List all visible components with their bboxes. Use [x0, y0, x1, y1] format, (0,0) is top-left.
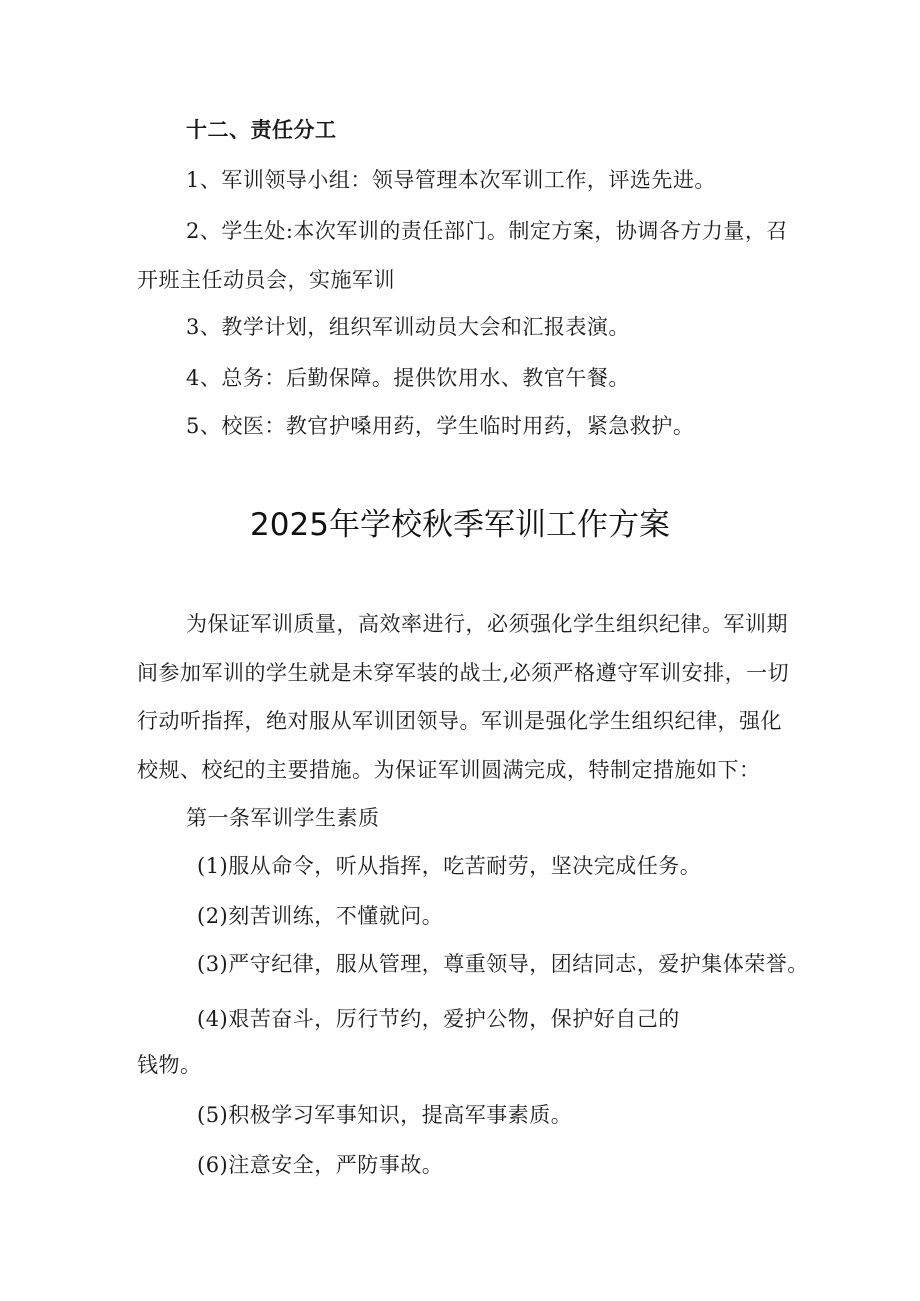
- duty-item-2-line-1: 2、学生处:本次军训的责任部门。制定方案，协调各方力量，召: [186, 219, 788, 243]
- intro-line-4: 校规、校纪的主要措施。为保证军训圆满完成，特制定措施如下：: [137, 758, 761, 782]
- quality-item-2: (2)刻苦训练，不懂就问。: [197, 904, 444, 928]
- quality-item-5: (5)积极学习军事知识，提高军事素质。: [197, 1103, 573, 1127]
- quality-item-6: (6)注意安全，严防事故。: [197, 1153, 444, 1177]
- duty-item-3: 3、教学计划，组织军训动员大会和汇报表演。: [186, 315, 630, 339]
- quality-item-3: (3)严守纪律，服从管理，尊重领导，团结同志，爱护集体荣誉。: [197, 952, 809, 976]
- duty-item-4: 4、总务：后勤保障。提供饮用水、教官午餐。: [186, 366, 630, 390]
- intro-line-1: 为保证军训质量，高效率进行，必须强化学生组织纪律。军训期: [186, 612, 788, 636]
- quality-item-4-line-2: 钱物。: [137, 1053, 202, 1077]
- quality-item-4-line-1: (4)艰苦奋斗，厉行节约，爱护公物，保护好自己的: [197, 1007, 680, 1031]
- intro-line-3: 行动听指挥，绝对服从军训团领导。军训是强化学生组织纪律，强化: [137, 709, 782, 733]
- document-title: 2025年学校秋季军训工作方案: [250, 507, 670, 543]
- duty-item-1: 1、军训领导小组：领导管理本次军训工作，评选先进。: [186, 168, 716, 192]
- article-1-title: 第一条军训学生素质: [186, 806, 380, 830]
- intro-line-2: 间参加军训的学生就是未穿军装的战士,必须严格遵守军训安排，一切: [137, 661, 790, 685]
- duty-item-2-line-2: 开班主任动员会，实施军训: [137, 268, 395, 292]
- quality-item-1: (1)服从命令，听从指挥，吃苦耐劳，坚决完成任务。: [197, 854, 702, 878]
- duty-item-5: 5、校医：教官护嗓用药，学生临时用药，紧急救护。: [186, 414, 695, 438]
- section-heading: 十二、责任分工: [186, 117, 337, 142]
